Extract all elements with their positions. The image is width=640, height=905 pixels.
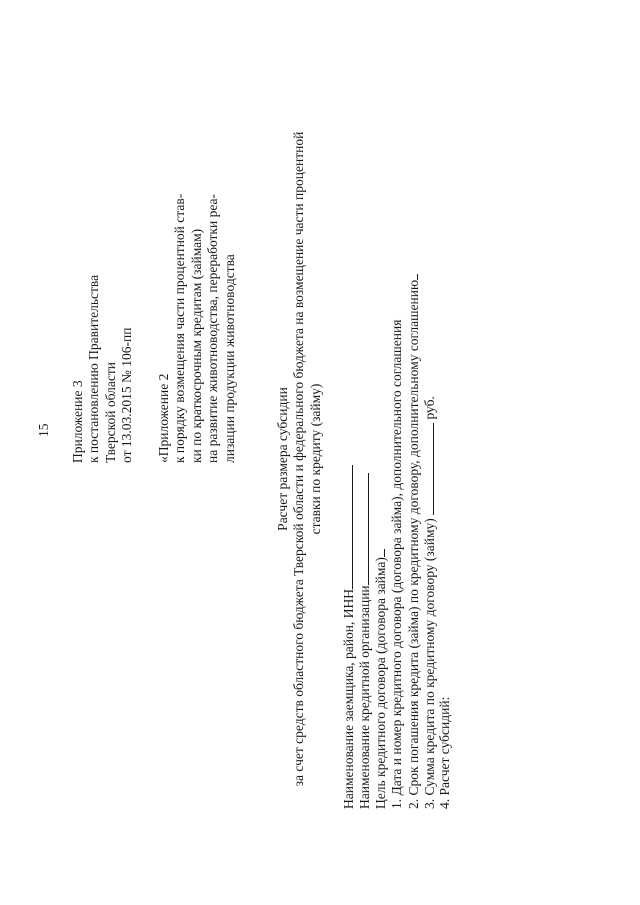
field-purpose xyxy=(372,449,389,809)
field-purpose-blank xyxy=(372,549,385,557)
item-3 xyxy=(421,396,438,809)
field-purpose-label: Цель кредитного договора (договора займа) xyxy=(373,557,388,809)
item-3-blank xyxy=(421,423,434,515)
field-borrower xyxy=(340,449,357,809)
appendix-2-line: «Приложение 2 xyxy=(156,373,171,463)
field-borrower-label: Наименование заемщика, район, ИНН xyxy=(341,589,356,809)
title-line: ставки по кредиту (займу) xyxy=(307,383,323,535)
document-title xyxy=(275,109,324,809)
item-2-label: 2. Срок погашения кредита (займа) по кредитному договору, дополнительному соглашению xyxy=(406,279,421,809)
appendix-3-line: к постановлению Правительства xyxy=(86,274,102,463)
appendix-2-line: на развитие животноводства, переработки реа- xyxy=(205,194,221,463)
page-number: 15 xyxy=(36,423,51,437)
appendix-3-line: от 13.03.2015 № 106-пп xyxy=(119,327,135,463)
appendix-3-line: Приложение 3 xyxy=(70,380,85,463)
item-3-unit: руб. xyxy=(422,396,437,420)
field-credit-org-label: Наименование кредитной организации xyxy=(357,585,372,809)
item-4-label: 4. Расчет субсидий: xyxy=(437,696,452,809)
appendix-2-line: лизации продукции животноводства xyxy=(221,254,237,463)
title-line: за счет средств областного бюджета Тверской области и федерального бюджета на возмещение части процентной xyxy=(291,131,307,787)
item-1 xyxy=(389,319,405,809)
appendix-3-line: Тверской области xyxy=(102,362,118,463)
item-2 xyxy=(405,279,422,809)
appendix-2-line: к порядку возмещения части процентной став- xyxy=(172,193,188,463)
item-4 xyxy=(437,449,453,809)
appendix-3-header xyxy=(70,275,136,463)
field-credit-org-blank xyxy=(356,473,369,585)
item-2-blank xyxy=(405,274,418,280)
field-borrower-blank xyxy=(340,465,353,589)
field-credit-org xyxy=(356,449,373,809)
title-line: Расчет размера субсидии xyxy=(275,387,290,531)
item-1-label: 1. Дата и номер кредитного договора (договора займа), дополнительного соглашения xyxy=(389,319,404,809)
appendix-2-line: ки по краткосрочным кредитам (займам) xyxy=(188,228,204,463)
appendix-2-header xyxy=(156,194,238,463)
item-3-label: 3. Сумма кредита по кредитному договору (займу) xyxy=(422,518,437,809)
